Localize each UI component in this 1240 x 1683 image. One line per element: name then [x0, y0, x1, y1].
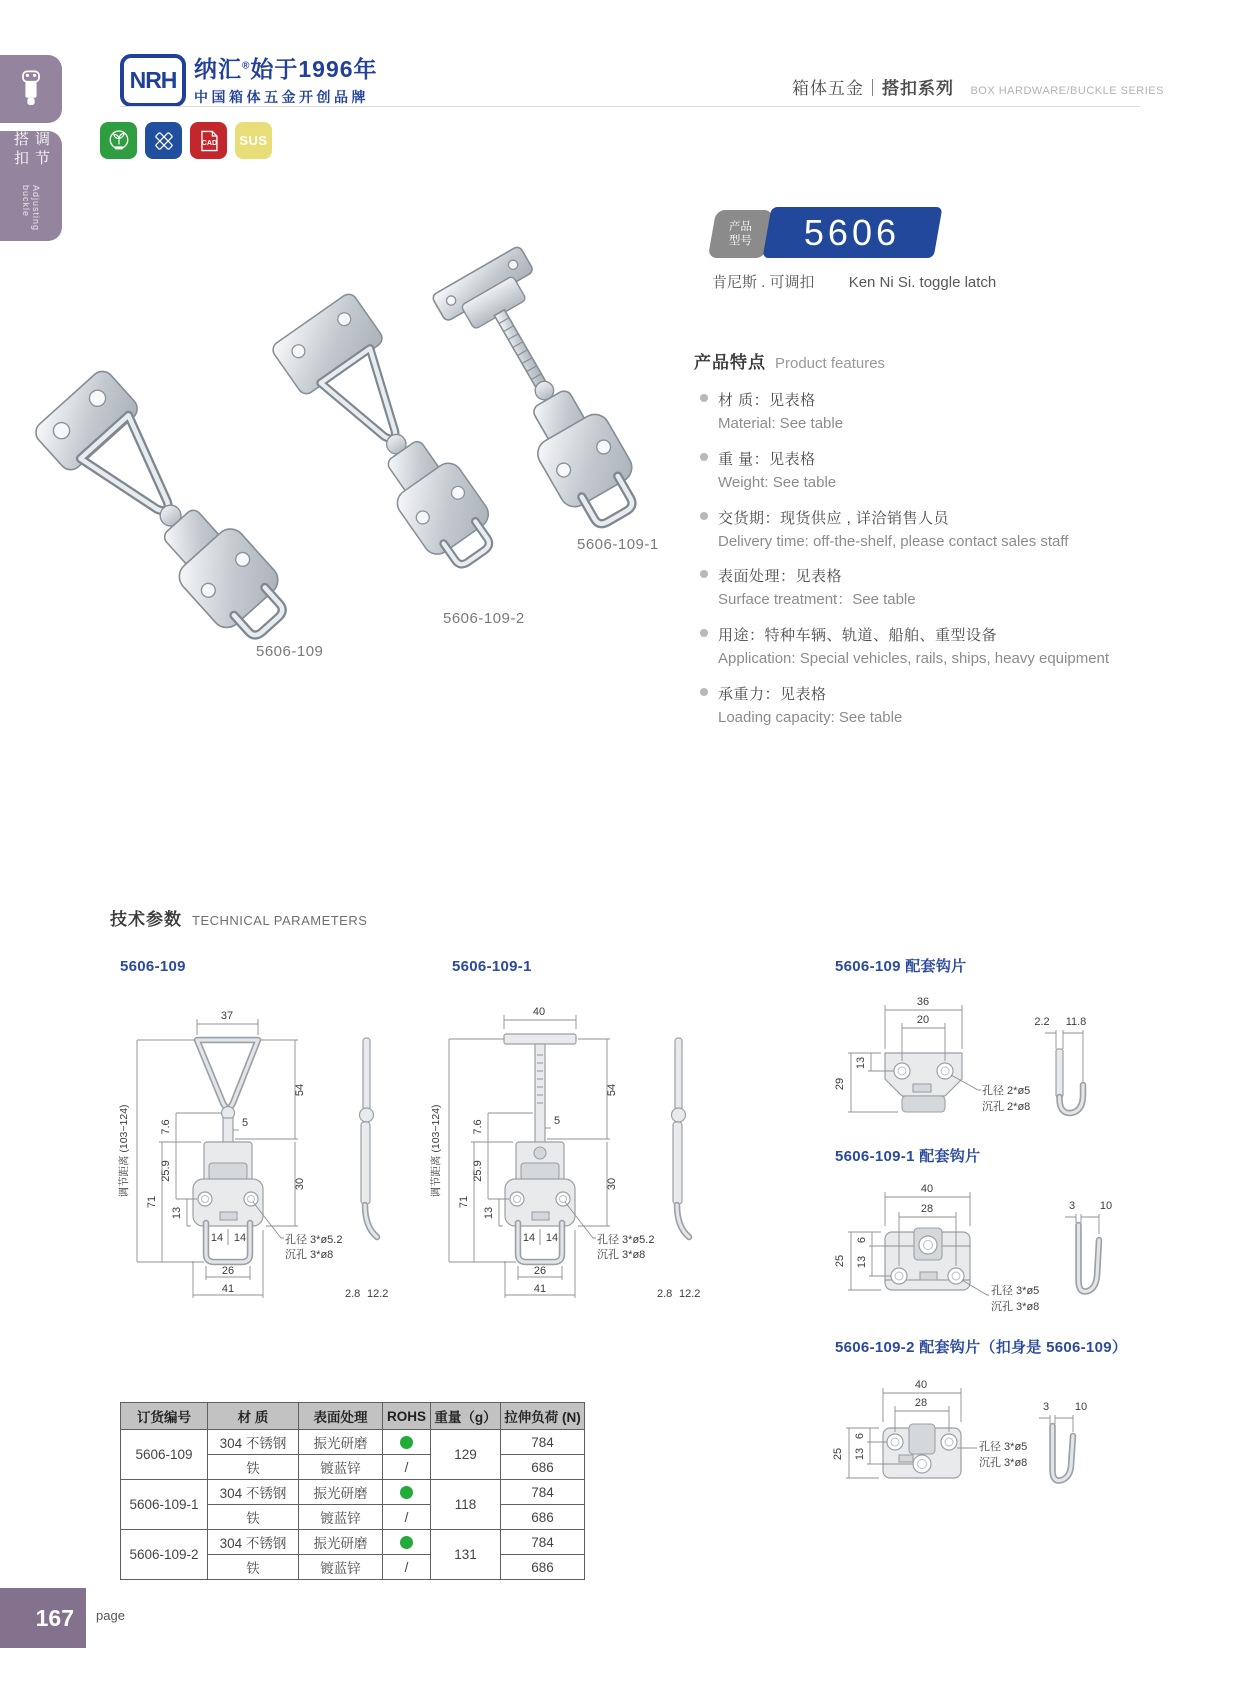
nrh-logo [120, 54, 186, 107]
cell-surface: 振光研磨 [299, 1430, 383, 1455]
dim-label: 2.2 [1034, 1016, 1050, 1028]
cell-rohs: / [383, 1555, 431, 1580]
cell-surface: 振光研磨 [299, 1530, 383, 1555]
dim-label: 调节距离 (103~124) [430, 1104, 442, 1198]
cell-load: 784 [501, 1530, 585, 1555]
cell-model: 5606-109-2 [121, 1530, 208, 1580]
dim-label: 调节距离 (103~124) [118, 1104, 130, 1198]
cell-material: 304 不锈钢 [208, 1530, 299, 1555]
model-badge-label: 产品 型号 [708, 210, 773, 258]
dim-label: 10 [1074, 1401, 1088, 1413]
page-label: page [96, 1608, 125, 1623]
cad-label: CAD [201, 138, 217, 147]
dim-label: 40 [920, 1183, 934, 1195]
cell-material: 铁 [208, 1505, 299, 1530]
dim-label: 40 [914, 1379, 928, 1391]
hole-note: 沉孔 3*ø8 [597, 1249, 646, 1261]
dim-label: 14 [210, 1232, 224, 1244]
dim-label: 25.9 [472, 1160, 484, 1182]
dim-label: 30 [606, 1177, 618, 1191]
hole-note: 沉孔 3*ø8 [991, 1301, 1040, 1313]
dim-label: 12.2 [679, 1288, 701, 1300]
cell-load: 686 [501, 1555, 585, 1580]
dim-label: 41 [221, 1283, 235, 1295]
sidebar-tab-label-en: Adjusting buckle [21, 185, 41, 232]
col-rohs: ROHS [383, 1403, 431, 1430]
dim-label: 30 [294, 1177, 306, 1191]
bullet-dot-icon [700, 394, 708, 402]
dim-label: 6 [856, 1236, 868, 1244]
tech-params-title: 技术参数 TECHNICAL PARAMETERS [110, 910, 368, 929]
dim-label: 5 [554, 1115, 561, 1127]
table-row [121, 1430, 585, 1455]
design-tools-icon [145, 122, 182, 159]
dim-label: 54 [294, 1083, 306, 1097]
sidebar-tab-icon [0, 55, 62, 123]
drawing-title-5606-109-1: 5606-109-1 [452, 958, 532, 975]
model-badge-number [763, 207, 943, 258]
brand-subtitle: 中国箱体五金开创品牌 [194, 89, 369, 105]
cell-rohs [383, 1480, 431, 1505]
certification-icons [100, 122, 272, 159]
dim-label: 25.9 [160, 1160, 172, 1182]
dim-label: 36 [916, 996, 930, 1008]
cell-rohs: / [383, 1505, 431, 1530]
dim-label: 26 [221, 1265, 235, 1277]
cad-file-icon [190, 122, 227, 159]
hole-note: 沉孔 3*ø8 [979, 1457, 1028, 1469]
dim-label: 13 [171, 1206, 183, 1220]
cell-load: 686 [501, 1455, 585, 1480]
cell-surface: 镀蓝锌 [299, 1505, 383, 1530]
brand-title: 纳汇®始于1996年 [194, 56, 378, 82]
dim-label: 5 [242, 1117, 249, 1129]
dim-label: 13 [856, 1255, 868, 1269]
drawing-hook-5606-109-1 [775, 1168, 1205, 1328]
cell-load: 686 [501, 1505, 585, 1530]
dim-label: 14 [233, 1232, 247, 1244]
bullet-dot-icon [700, 512, 708, 520]
cell-model: 5606-109 [121, 1430, 208, 1480]
sus-label: SUS [239, 133, 268, 148]
cell-rohs: / [383, 1455, 431, 1480]
cell-load: 784 [501, 1480, 585, 1505]
col-order-no: 订货编号 [121, 1403, 208, 1430]
drawing-hook-5606-109-2 [775, 1358, 1205, 1543]
bullet-dot-icon [700, 688, 708, 696]
cell-surface: 镀蓝锌 [299, 1455, 383, 1480]
dim-label: 10 [1099, 1200, 1113, 1212]
drawing-title-hook-109: 5606-109 配套钩片 [835, 958, 967, 975]
dim-label: 20 [916, 1014, 930, 1026]
cell-load: 784 [501, 1430, 585, 1455]
dim-label: 11.8 [1065, 1016, 1087, 1028]
image-label-5606-109: 5606-109 [256, 643, 324, 660]
drawing-5606-109 [105, 993, 395, 1315]
cell-material: 304 不锈钢 [208, 1430, 299, 1455]
sidebar-tab-adjusting-buckle [0, 131, 62, 241]
product-name [712, 271, 996, 292]
dim-label: 25 [834, 1254, 846, 1268]
drawing-5606-109-1 [417, 993, 707, 1315]
cell-model: 5606-109-1 [121, 1480, 208, 1530]
brand-block [194, 51, 378, 107]
product-name-cn: 肯尼斯 . 可调扣 [712, 274, 815, 291]
bullet-dot-icon [700, 629, 708, 637]
dim-label: 37 [220, 1010, 234, 1022]
image-label-5606-109-2: 5606-109-2 [443, 610, 525, 627]
dim-label: 71 [146, 1195, 158, 1209]
cell-material: 铁 [208, 1455, 299, 1480]
table-row [121, 1480, 585, 1505]
cell-weight: 118 [431, 1480, 501, 1530]
drawing-title-hook-109-1: 5606-109-1 配套钩片 [835, 1148, 981, 1165]
hole-note: 孔径 3*ø5.2 [597, 1234, 655, 1246]
drawing-title-hook-109-2: 5606-109-2 配套钩片（扣身是 5606-109） [835, 1339, 1128, 1356]
dim-label: 13 [854, 1447, 866, 1461]
hole-note: 沉孔 3*ø8 [285, 1249, 334, 1261]
dim-label: 40 [532, 1006, 546, 1018]
drawing-hook-5606-109 [775, 985, 1205, 1135]
feature-item: 交货期：现货供应 , 详洽销售人员 Delivery time: off-the-shelf, please contact sales staff [694, 507, 1164, 552]
feature-item: 用途：特种车辆、轨道、船舶、重型设备 Application: Special vehicles, rails, ships, heavy equipment [694, 624, 1164, 669]
rohs-pass-dot [400, 1536, 413, 1549]
col-load: 拉伸负荷 (N) [501, 1403, 585, 1430]
product-name-en: Ken Ni Si. toggle latch [848, 274, 997, 291]
dim-label: 12.2 [367, 1288, 389, 1300]
header-divider [120, 106, 1140, 107]
dim-label: 41 [533, 1283, 547, 1295]
col-material: 材 质 [208, 1403, 299, 1430]
bullet-dot-icon [700, 453, 708, 461]
dim-label: 3 [1068, 1200, 1076, 1212]
dim-label: 7.6 [472, 1119, 484, 1135]
page-number: 167 [0, 1588, 86, 1648]
dim-label: 2.8 [345, 1288, 361, 1300]
series-title-en: BOX HARDWARE/BUCKLE SERIES [970, 85, 1164, 97]
dim-label: 3 [1042, 1401, 1050, 1413]
sidebar-tab-label-cn: 调节搭扣 [12, 131, 50, 169]
hole-note: 孔径 3*ø5.2 [285, 1234, 343, 1246]
hole-note: 沉孔 2*ø8 [982, 1101, 1031, 1113]
cell-weight: 129 [431, 1430, 501, 1480]
cell-weight: 131 [431, 1530, 501, 1580]
dim-label: 13 [855, 1056, 867, 1070]
series-title-cn: 箱体五金｜搭扣系列 [792, 79, 954, 98]
table-row [121, 1530, 585, 1555]
col-weight: 重量（g） [431, 1403, 501, 1430]
latch-icon [15, 67, 47, 111]
dim-label: 28 [920, 1203, 934, 1215]
eco-rohs-icon [100, 122, 137, 159]
feature-item: 承重力：见表格 Loading capacity: See table [694, 683, 1164, 728]
cell-rohs [383, 1430, 431, 1455]
product-features [694, 348, 1164, 742]
cell-rohs [383, 1530, 431, 1555]
cell-material: 304 不锈钢 [208, 1480, 299, 1505]
spec-table [120, 1402, 585, 1580]
feature-item: 表面处理：见表格 Surface treatment：See table [694, 565, 1164, 610]
features-title: 产品特点 Product features [694, 353, 886, 372]
feature-item: 材 质：见表格 Material: See table [694, 389, 1164, 434]
spec-header-row [121, 1403, 585, 1430]
feature-item: 重 量：见表格 Weight: See table [694, 448, 1164, 493]
drawing-title-5606-109: 5606-109 [120, 958, 186, 975]
dim-label: 28 [914, 1397, 928, 1409]
rohs-pass-dot [400, 1436, 413, 1449]
dim-label: 6 [854, 1432, 866, 1440]
cell-surface: 振光研磨 [299, 1480, 383, 1505]
hole-note: 孔径 3*ø5 [991, 1285, 1040, 1297]
dim-label: 26 [533, 1265, 547, 1277]
bullet-dot-icon [700, 570, 708, 578]
cell-material: 铁 [208, 1555, 299, 1580]
dim-label: 71 [458, 1195, 470, 1209]
dim-label: 14 [545, 1232, 559, 1244]
dim-label: 25 [832, 1447, 844, 1461]
col-surface: 表面处理 [299, 1403, 383, 1430]
hole-note: 孔径 2*ø5 [982, 1085, 1031, 1097]
nrh-logo-text: NRH [129, 67, 177, 93]
dim-label: 54 [606, 1083, 618, 1097]
image-label-5606-109-1: 5606-109-1 [577, 536, 659, 553]
dim-label: 7.6 [160, 1119, 172, 1135]
dim-label: 14 [522, 1232, 536, 1244]
rohs-pass-dot [400, 1486, 413, 1499]
series-header [792, 74, 1222, 99]
model-number: 5606 [804, 211, 901, 253]
dim-label: 13 [483, 1206, 495, 1220]
cell-surface: 镀蓝锌 [299, 1555, 383, 1580]
dim-label: 2.8 [657, 1288, 673, 1300]
dim-label: 29 [834, 1077, 846, 1091]
hole-note: 孔径 3*ø5 [979, 1441, 1028, 1453]
sus-material-icon [235, 122, 272, 159]
